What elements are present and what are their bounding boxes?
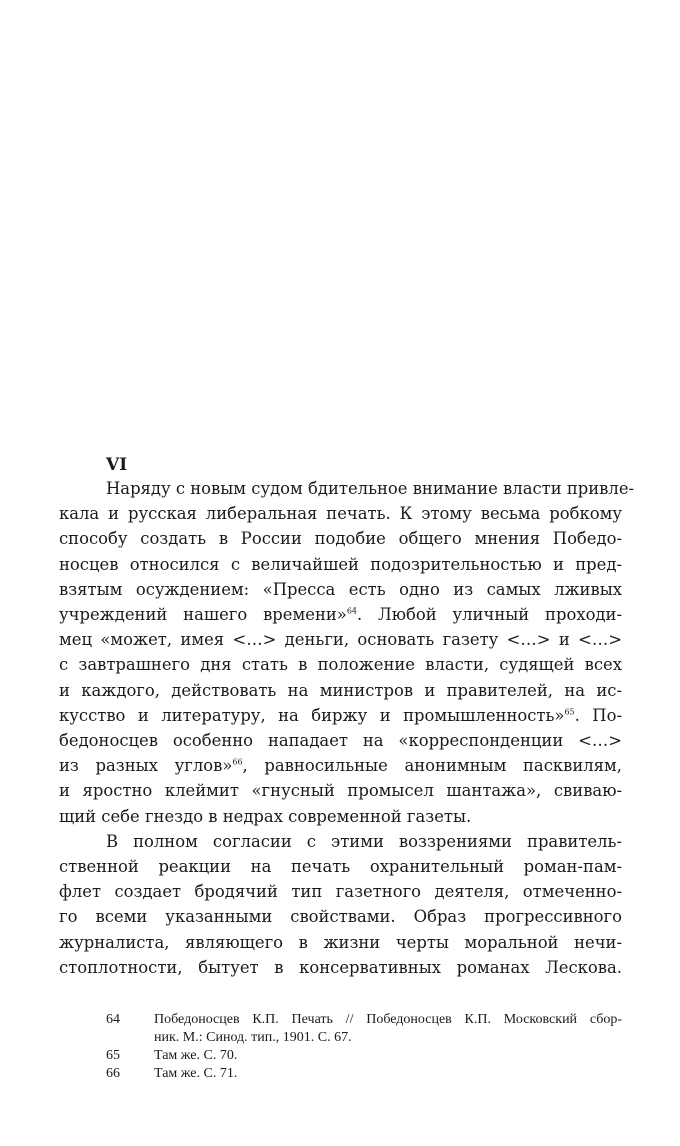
footnote-ref-65: 65 [564,707,575,717]
text-line: флет создает бродячий тип газетного деятеля, отмеченно- [59,882,622,902]
footnote-number: 65 [106,1048,120,1063]
section-heading: VI [106,455,128,475]
footnote-line: Победоносцев К.П. Печать // Победоносцев К.П. Московский сбор- [154,1012,622,1027]
footnotes [106,1011,622,1083]
text-segment: кусство и литературу, на биржу и промышленность» [59,705,565,725]
text-line: го всеми указанными свойствами. Образ прогрессивного [59,907,622,927]
text-line: кала и русская либеральная печать. К этому весьма робкому [59,504,622,524]
footnote-text [154,1047,622,1065]
footnote-ref-64: 64 [346,606,358,616]
footnote-text [154,1065,622,1083]
text-line: В полном согласии с этими воззрениями правитель- [106,831,622,851]
text-line: взятым осуждением: «Пресса есть одно из самых лживых [59,579,622,599]
text-line [59,753,622,778]
footnote-line: Там же. С. 71. [154,1066,238,1081]
footnote-number: 66 [106,1066,120,1081]
text-line: и яростно клеймит «гнусный промысел шантажа», свиваю- [59,781,622,801]
text-line: мец «может, имея <…> деньги, основать газету <…> и <…> [59,630,622,650]
body-text [59,476,635,980]
text-line: ственной реакции на печать охранительный роман-пам- [59,857,622,877]
footnote-text [154,1011,622,1047]
footnote-ref-66: 66 [232,757,243,767]
text-segment: учреждений нашего времени» [59,605,347,625]
text-line: щий себе гнездо в недрах современной газеты. [59,806,472,826]
text-line: Наряду с новым судом бдительное внимание власти привле- [106,479,635,498]
footnote-line: Там же. С. 70. [154,1048,238,1063]
text-line: бедоносцев особенно нападает на «корреспонденции <…> [59,731,622,751]
paragraph-1 [59,476,635,829]
text-line: стоплотности, бытует в консервативных романах Лескова. [59,957,622,977]
footnote-66 [106,1065,622,1083]
paragraph-2 [59,829,622,980]
text-line [59,703,622,728]
text-segment: , равносильные анонимным пасквилям, [242,756,622,776]
footnote-64 [106,1011,622,1047]
text-line: с завтрашнего дня стать в положение власти, судящей всех [59,655,622,675]
text-segment: из разных углов» [59,756,233,776]
text-line: носцев относился с величайшей подозрительностью и пред- [59,554,622,574]
footnote-line: ник. М.: Синод. тип., 1901. С. 67. [154,1030,352,1045]
text-segment: . Любой уличный проходи- [357,605,622,625]
text-segment: . По- [574,705,623,725]
text-line: журналиста, являющего в жизни черты моральной нечи- [59,932,622,952]
footnote-65 [106,1047,622,1065]
text-line: и каждого, действовать на министров и правителей, на ис- [59,680,622,700]
text-line: способу создать в России подобие общего мнения Победо- [59,529,622,549]
footnote-number: 64 [106,1012,120,1027]
text-line [59,602,622,627]
